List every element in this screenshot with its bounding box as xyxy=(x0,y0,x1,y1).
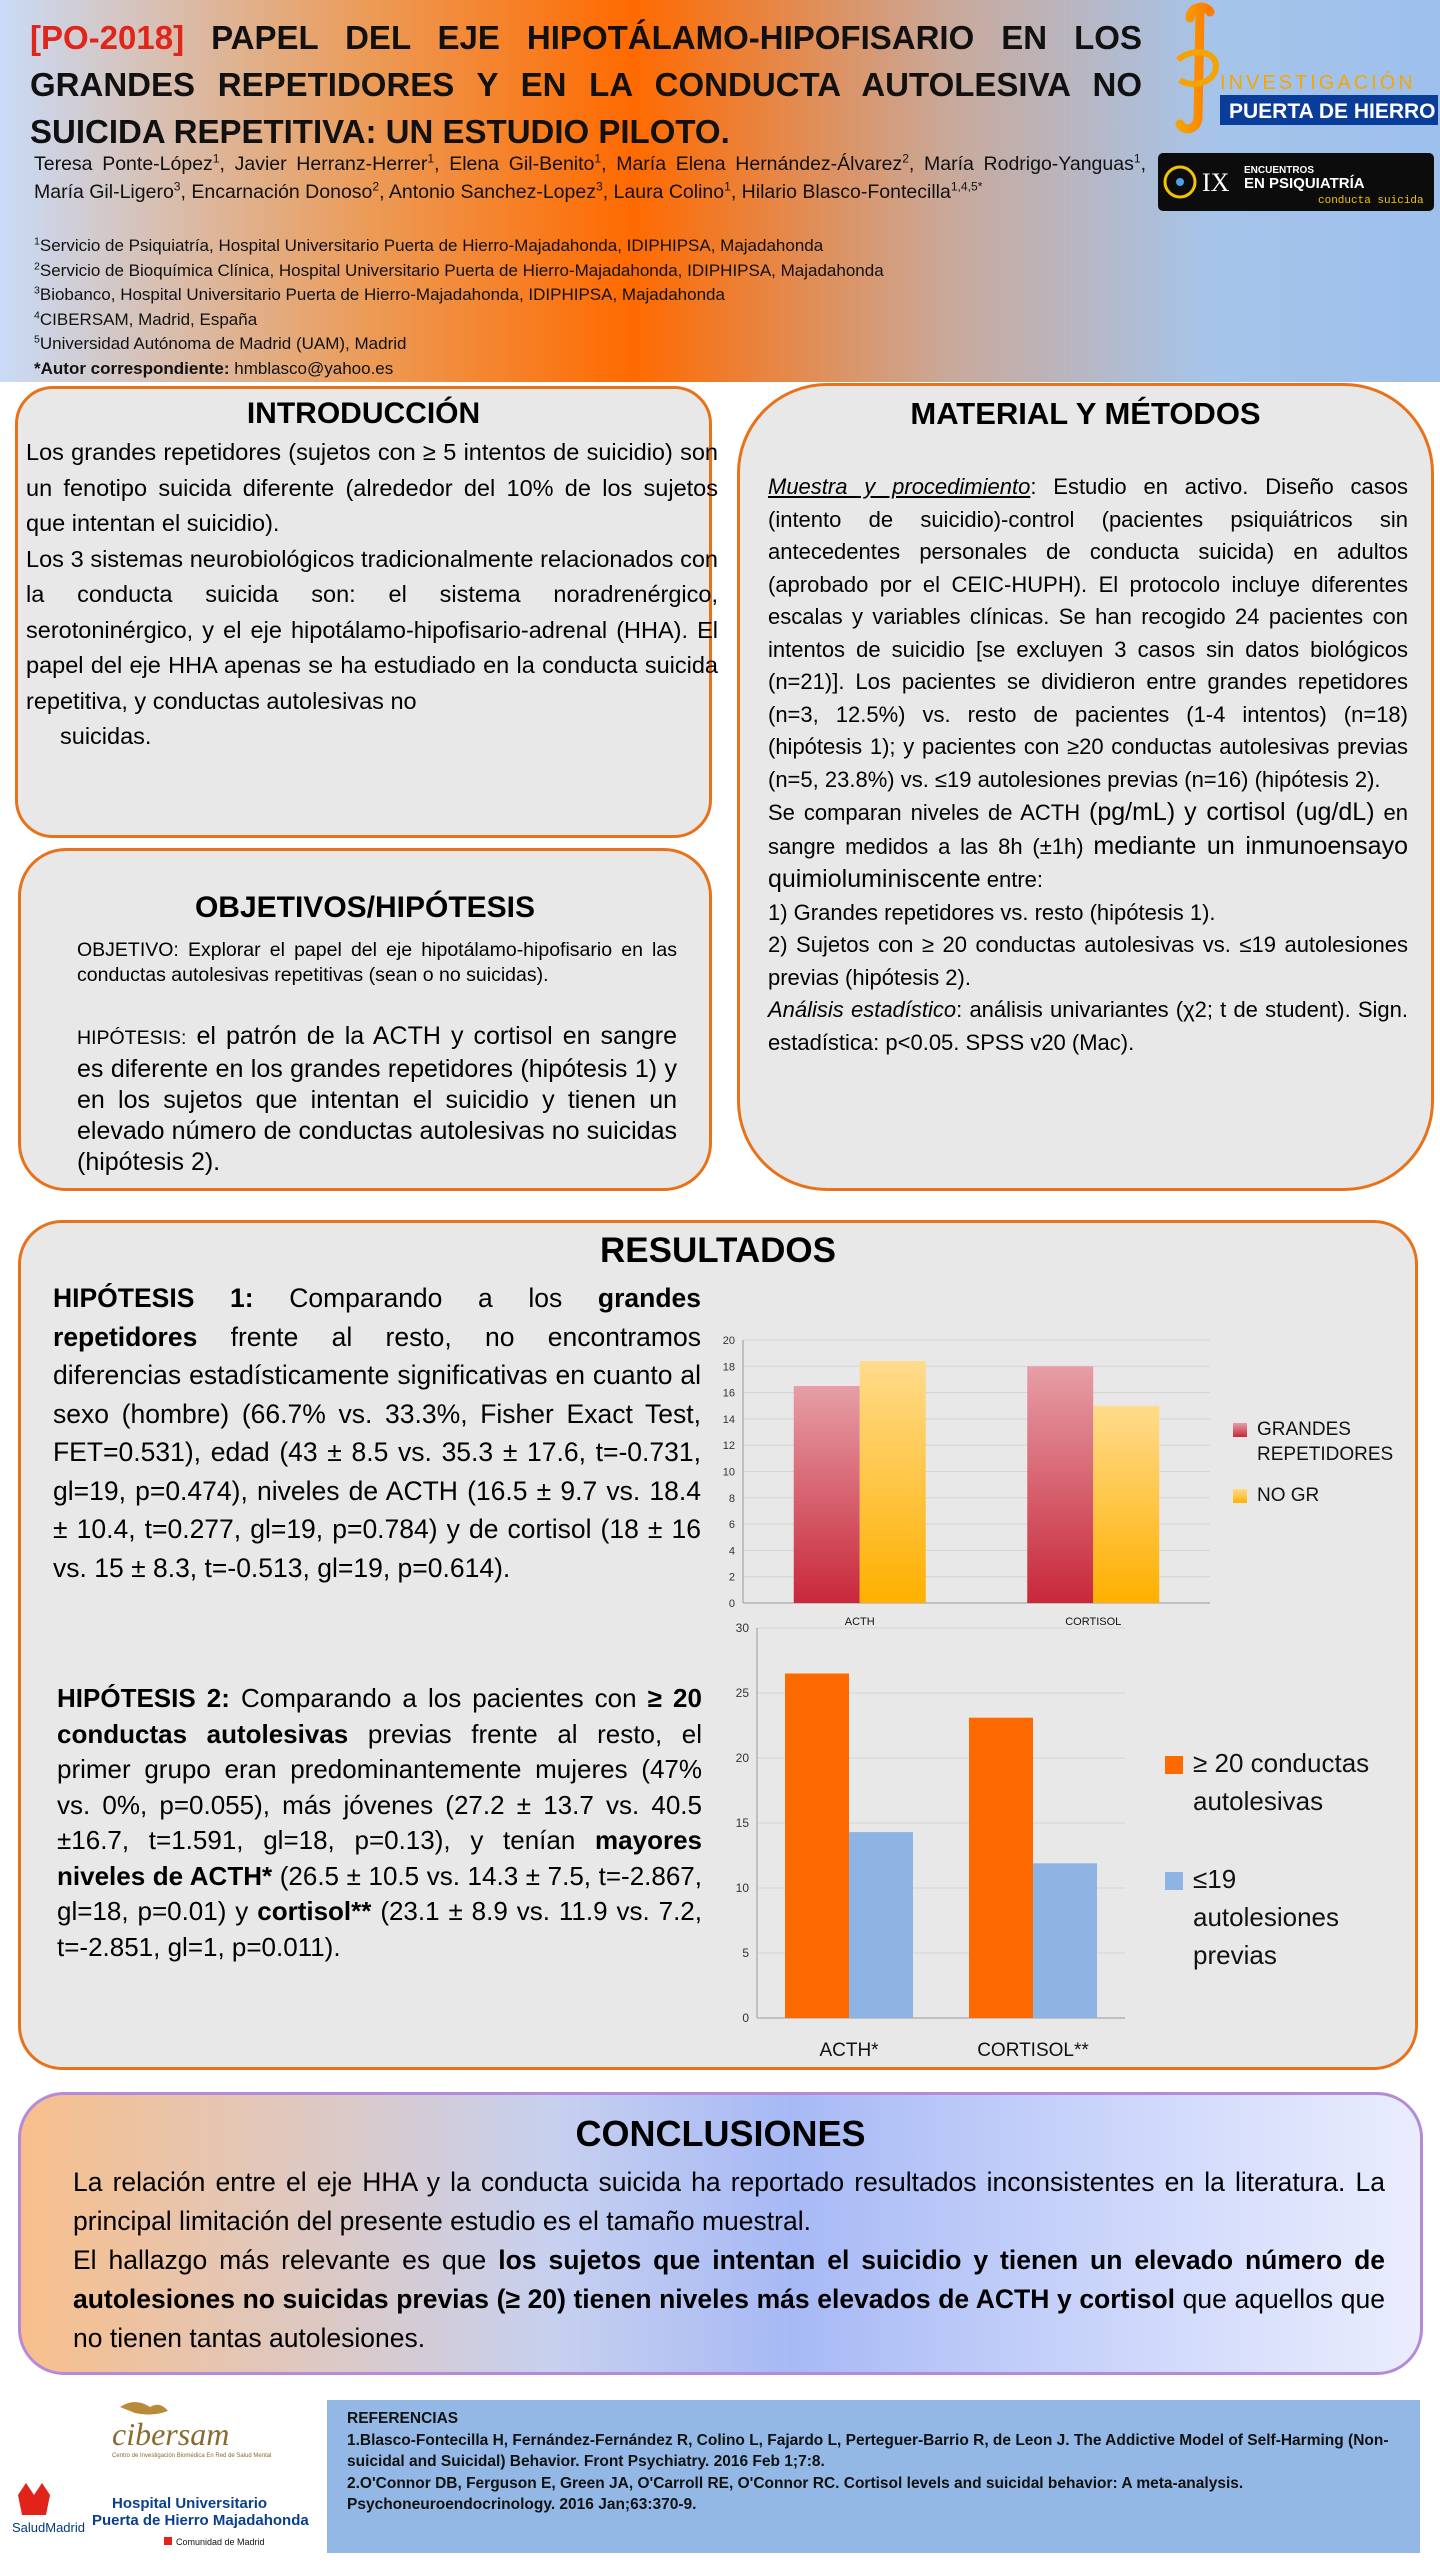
y-tick-label: 5 xyxy=(742,1946,749,1960)
y-tick-label: 0 xyxy=(742,2011,749,2025)
legend-label-line: GRANDES xyxy=(1257,1419,1351,1440)
conclusions-heading: CONCLUSIONES xyxy=(575,2113,866,2154)
legend-label-line: autolesivas xyxy=(1193,1786,1324,1816)
y-tick-label: 20 xyxy=(722,1335,735,1347)
introduction-paragraph: Los grandes repetidores (sujetos con ≥ 5 intentos de suicidio) son un fenotipo suicida diferente (alrededor del 10% de los sujetos que intentan el suicidio). xyxy=(26,439,718,536)
y-tick-label: 10 xyxy=(722,1466,735,1479)
conclusions-text-part: El hallazgo más relevante es que xyxy=(73,2245,487,2275)
compare-text: Se comparan niveles de ACTH xyxy=(768,800,1081,825)
hypothesis2-results xyxy=(57,1681,702,1965)
legend-swatch xyxy=(1165,1756,1183,1774)
legend-swatch xyxy=(1233,1489,1247,1503)
compare-cortisol: y cortisol (ug/dL) xyxy=(1184,798,1375,826)
y-tick-label: 15 xyxy=(735,1816,749,1830)
hypothesis-body: el patrón de la ACTH y cortisol en sangre es diferente en los grandes repetidores (hipótesis 1) y en los sujetos que intentan el suicidio y tienen un elevado número de conductas autolesivas no suicidas (hipótesis 2). xyxy=(77,1022,677,1176)
bar-cortisol-series-0 xyxy=(1027,1366,1093,1603)
poster-title xyxy=(30,14,1142,155)
author-name: Javier Herranz-Herrer xyxy=(234,153,428,175)
category-label: CORTISOL xyxy=(1065,1616,1122,1628)
author-list: Teresa Ponte-López$^1$, Javier Herranz-Herrer$^1$, Elena Gil-Benito$^1$, María Elena Hernández-Álvarez$^2$, María Rodrigo-Yanguas$^1$, María Gil-Ligero$^3$, Encarnación Donoso$^2$, Antonio Sanchez-Lopez$^3$, Laura Colino$^1$, Hilario Blasco-Fontecilla$^{1,4,5*}$ xyxy=(34,151,1146,203)
hypothesis1-results xyxy=(53,1279,701,1587)
poster-header xyxy=(0,0,1440,382)
legend-label xyxy=(1193,1748,1369,1816)
affiliation-line xyxy=(34,259,1034,284)
conclusions-paragraph: La relación entre el eje HHA y la conducta suicida ha reportado resultados inconsistentes en la literatura. La principal limitación del presente estudio es el tamaño muestral. xyxy=(73,2167,1385,2236)
y-tick-label: 20 xyxy=(735,1751,749,1765)
y-tick-label: 25 xyxy=(735,1686,749,1700)
salud-madrid-text: SaludMadrid xyxy=(12,2520,85,2535)
author-name: Teresa Ponte-López xyxy=(34,153,213,175)
affiliation-text: Biobanco, Hospital Universitario Puerta de Hierro-Majadahonda, IDIPHIPSA, Majadahonda xyxy=(39,285,725,304)
ix-line2: EN PSIQUIATRÍA xyxy=(1244,175,1365,192)
methods-heading: MATERIAL Y MÉTODOS xyxy=(910,396,1261,431)
bar-acth-series-1 xyxy=(849,1832,913,2018)
conclusions-paragraph xyxy=(73,2241,1385,2358)
y-tick-label: 4 xyxy=(728,1545,735,1558)
analysis-label: Análisis estadístico xyxy=(768,997,957,1022)
hypothesis2-emphasis: cortisol** xyxy=(257,1896,372,1926)
bar-cortisol-series-1 xyxy=(1033,1863,1097,2018)
author-affiliation-number: 3 xyxy=(595,179,603,194)
cibersam-logo xyxy=(112,2402,271,2459)
author-name: Laura Colino xyxy=(613,181,725,203)
affiliation-text: Universidad Autónoma de Madrid (UAM), Madrid xyxy=(39,334,407,353)
affiliation-number: 2 xyxy=(34,259,40,272)
bar-cortisol-series-0 xyxy=(969,1718,1033,2018)
correspondence-email: hmblasco@yahoo.es xyxy=(229,358,394,378)
ix-numeral: IX xyxy=(1202,168,1230,197)
conclusions-text-part: que aquellos que no tienen tantas autolesiones. xyxy=(73,2284,1385,2353)
author-affiliation-number: 1 xyxy=(724,179,731,194)
author-affiliation-number: 1,4,5* xyxy=(950,179,983,194)
introduction-text xyxy=(26,435,718,755)
y-tick-label: 30 xyxy=(735,1621,749,1635)
introduction-paragraph: suicidas. xyxy=(60,723,152,749)
y-tick-label: 8 xyxy=(728,1492,735,1505)
legend-label-line: ≥ 20 conductas xyxy=(1193,1748,1370,1778)
author-affiliation-number: 1 xyxy=(212,151,220,166)
y-tick-label: 16 xyxy=(722,1387,735,1400)
legend-label xyxy=(1257,1485,1319,1506)
legend-label-line: autolesiones xyxy=(1193,1902,1339,1932)
objectives-heading: OBJETIVOS/HIPÓTESIS xyxy=(194,891,536,924)
category-label: ACTH xyxy=(844,1616,875,1628)
hypothesis-text xyxy=(77,1021,677,1178)
y-tick-label: 2 xyxy=(728,1571,735,1584)
affiliation-list xyxy=(34,234,1034,381)
affiliation-line xyxy=(34,332,1034,357)
author-affiliation-number: 2 xyxy=(372,179,380,194)
hypothesis1-emphasis: grandes repetidores xyxy=(53,1283,702,1352)
idiphipsa-logo-top: INVESTIGACIÓN xyxy=(1220,72,1416,94)
affiliation-number: 4 xyxy=(34,308,40,321)
affiliation-number: 3 xyxy=(34,284,40,297)
hypothesis2-emphasis: mayores niveles de ACTH* xyxy=(57,1825,702,1891)
objectives-panel xyxy=(18,848,712,1191)
hospital-logo xyxy=(12,2483,309,2547)
legend-swatch xyxy=(1165,1872,1183,1890)
conclusions-text xyxy=(73,2163,1385,2358)
objective-text xyxy=(77,938,677,988)
introduction-panel xyxy=(15,386,718,838)
cibersam-logo-text: cibersam xyxy=(112,2416,230,2452)
hypothesis1-text: frente al resto, no encontramos diferencias estadísticamente significativas en cuanto al sexo (hombre) (66.7% vs. 33.3%, Fisher Exact Test, FET=0.531), edad (43 ± 8.5 vs. 35.3 ± 17.6, t=-0.731, gl=19, p=0.474), niveles de ACTH (16.5 ± 9.7 vs. 18.4 ± 10.4, t=0.277, gl=19, p=0.784) y de cortisol (18 ± 16 vs. 15 ± 8.3, t=-0.513, gl=19, p=0.614). xyxy=(53,1321,701,1583)
bar-acth-series-1 xyxy=(860,1361,926,1603)
poster-title-text: PAPEL DEL EJE HIPOTÁLAMO-HIPOFISARIO EN LOS GRANDES REPETIDORES Y EN LA CONDUCTA AUTOLESIVA NO SUICIDA REPETITIVA: UN ESTUDIO PILOTO. xyxy=(30,19,1142,150)
author-affiliation-number: 1 xyxy=(594,151,602,166)
legend-label xyxy=(1257,1419,1393,1465)
introduction-paragraph: Los 3 sistemas neurobiológicos tradicionalmente relacionados con la conducta suicida son: el sistema noradrenérgico, serotoninérgico, y el eje hipotálamo-hipofisario-adrenal (HHA). El papel del eje HHA apenas se ha estudiado en la conducta suicida repetitiva, y conductas autolesivas no xyxy=(26,545,718,714)
ix-line3: conducta suicida xyxy=(1318,195,1424,207)
ix-line1: ENCUENTROS xyxy=(1244,165,1315,176)
hypothesis2-text: (26.5 ± 10.5 vs. 14.3 ± 7.5, t=-2.867, gl=18, p=0.01) y xyxy=(57,1860,702,1926)
methods-compare-paragraph xyxy=(768,796,1408,897)
hypothesis1-bar-chart xyxy=(695,1320,1395,1640)
hypothesis2-text: previas frente al resto, el primer grupo eran predominantemente mujeres (47% vs. 0%, p=0.055), más jóvenes (27.2 ± 13.7 vs. 40.5 ±16.7, t=1.591, gl=18, p=0.13), y tenían xyxy=(57,1718,702,1855)
cibersam-logo-subtitle: Centro de Investigación Biomédica En Red de Salud Mental xyxy=(112,2453,272,2459)
compare-time: en sangre medidos a las 8h (±1h) xyxy=(768,800,1408,859)
bar-cortisol-series-1 xyxy=(1093,1406,1159,1603)
author-name: María Rodrigo-Yanguas xyxy=(924,153,1134,175)
methods-text xyxy=(768,471,1408,1059)
bar-acth-series-0 xyxy=(794,1386,860,1603)
reference-item: 2.O'Connor DB, Ferguson E, Green JA, O'Carroll RE, O'Connor RC. Cortisol levels and suicidal behavior: A meta-analysis. Psychoneuroendocrinology. 2016 Jan;63:370-9. xyxy=(347,2474,1244,2513)
results-heading: RESULTADOS xyxy=(600,1231,836,1270)
correspondence-line xyxy=(34,357,1034,382)
author-name: Encarnación Donoso xyxy=(191,181,373,203)
y-tick-label: 0 xyxy=(728,1598,735,1610)
legend-label-line: previas xyxy=(1193,1940,1277,1970)
references-heading: REFERENCIAS xyxy=(347,2410,459,2427)
reference-item: 1.Blasco-Fontecilla H, Fernández-Fernández R, Colino L, Fajardo L, Perteguer-Barrio R, de Leon J. The Addictive Model of Self-Harming (Non-suicidal and Suicidal) Behavior. Front Psychiatry. 2016 Feb 1;7:8. xyxy=(347,2431,1389,2470)
affiliation-text: CIBERSAM, Madrid, España xyxy=(39,309,258,329)
methods-item: 1) Grandes repetidores vs. resto (hipótesis 1). xyxy=(768,899,1216,925)
idiphipsa-logo-bottom: PUERTA DE HIERRO xyxy=(1229,100,1436,123)
author-name: María Elena Hernández-Álvarez xyxy=(616,153,903,175)
y-tick-label: 18 xyxy=(722,1361,735,1374)
idiphipsa-logo xyxy=(1150,0,1440,140)
author-affiliation-number: 3 xyxy=(173,179,181,194)
author-name: Hilario Blasco-Fontecilla xyxy=(741,181,951,203)
hypothesis2-emphasis: ≥ 20 conductas autolesivas xyxy=(57,1683,702,1749)
affiliation-text: Servicio de Psiquiatría, Hospital Universitario Puerta de Hierro-Majadahonda, IDIPHIPSA, Majadahonda xyxy=(39,236,824,255)
affiliation-number: 5 xyxy=(34,333,40,346)
compare-unit-acth: (pg/mL) xyxy=(1089,798,1176,826)
category-label: CORTISOL** xyxy=(977,2040,1089,2061)
methods-panel xyxy=(737,383,1434,1191)
sample-text: : Estudio en activo. Diseño casos (intento de suicidio)-control (pacientes psiquiátricos sin antecedentes personales de conducta suicida) en adultos (aprobado por el CEIC-HUPH). El protocolo incluye diferentes escalas y variables clínicas. Se han recogido 24 pacientes con intentos de suicidio [se excluyen 3 casos sin datos biológicos (n=21)]. Los pacientes se dividieron entre grandes repetidores (n=3, 12.5%) vs. resto de pacientes (1-4 intentos) (n=18) (hipótesis 1); y pacientes con ≥20 conductas autolesivas previas (n=5, 23.8%) vs. ≤19 autolesiones previas (n=16) (hipótesis 2). xyxy=(768,474,1408,792)
author-affiliation-number: 1 xyxy=(1133,151,1141,166)
legend-label xyxy=(1193,1864,1339,1970)
affiliation-text: Servicio de Bioquímica Clínica, Hospital Universitario Puerta de Hierro-Majadahonda, IDIPHIPSA, Majadahonda xyxy=(39,260,884,280)
hypothesis-label: HIPÓTESIS: xyxy=(77,1027,187,1049)
introduction-heading: INTRODUCCIÓN xyxy=(246,397,481,430)
poster-code: [PO-2018] xyxy=(30,19,185,56)
legend-label-line: ≤19 xyxy=(1193,1864,1237,1894)
methods-analysis-paragraph xyxy=(768,994,1408,1059)
objective-paragraph: OBJETIVO: Explorar el papel del eje hipotálamo-hipofisario en las conductas autolesivas repetitivas (sean o no suicidas). xyxy=(77,939,677,986)
hospital-line2: Puerta de Hierro Majadahonda xyxy=(92,2512,309,2529)
hypothesis2-bar-chart xyxy=(695,1612,1405,2072)
legend-label-line: NO GR xyxy=(1257,1485,1320,1506)
correspondence-label: *Autor correspondiente: xyxy=(34,358,230,378)
category-label: ACTH* xyxy=(819,2040,879,2061)
y-tick-label: 6 xyxy=(728,1519,735,1532)
analysis-text: : análisis univariantes (χ2; t de student). Sign. estadística: p<0.05. SPSS v20 (Mac). xyxy=(768,997,1408,1055)
conclusions-emphasis: los sujetos que intentan el suicidio y tienen un elevado número de autolesiones no suicidas previas (≥ 20) tienen niveles más elevados de ACTH y cortisol xyxy=(73,2245,1385,2314)
footer-logos xyxy=(0,2395,330,2560)
hypothesis1-text: Comparando a los xyxy=(289,1283,563,1313)
legend-label-line: REPETIDORES xyxy=(1257,1444,1394,1465)
author-name: María Gil-Ligero xyxy=(34,181,174,203)
affiliation-number: 1 xyxy=(34,235,40,248)
bar-acth-series-0 xyxy=(785,1674,849,2019)
hypothesis1-label: HIPÓTESIS 1: xyxy=(53,1283,254,1313)
author-name: Antonio Sanchez-Lopez xyxy=(388,181,596,203)
hypothesis2-label: HIPÓTESIS 2: xyxy=(57,1683,230,1713)
affiliation-line xyxy=(34,283,1034,308)
y-tick-label: 14 xyxy=(722,1413,735,1426)
affiliation-line xyxy=(34,308,1034,333)
encuentros-psiquiatria-logo xyxy=(1158,153,1434,211)
y-tick-label: 12 xyxy=(722,1440,735,1453)
conclusions-panel xyxy=(18,2092,1423,2375)
methods-sample-paragraph xyxy=(768,471,1408,796)
y-tick-label: 10 xyxy=(735,1881,749,1895)
hospital-line1: Hospital Universitario xyxy=(112,2495,268,2512)
compare-method: mediante un inmunoensayo quimioluminiscente xyxy=(768,831,1408,893)
author-affiliation-number: 1 xyxy=(427,151,435,166)
compare-between: entre: xyxy=(986,867,1043,892)
references-panel xyxy=(327,2400,1420,2553)
comunidad-madrid-text: Comunidad de Madrid xyxy=(176,2537,265,2547)
hypothesis2-text: (23.1 ± 8.9 vs. 11.9 vs. 7.2, t=-2.851, gl=1, p=0.011). xyxy=(57,1896,702,1962)
author-name: Elena Gil-Benito xyxy=(449,153,595,175)
author-affiliation-number: 2 xyxy=(902,151,909,166)
sample-label: Muestra y procedimiento xyxy=(768,474,1031,499)
methods-item: 2) Sujetos con ≥ 20 conductas autolesivas vs. ≤19 autolesiones previas (hipótesis 2). xyxy=(768,932,1408,990)
affiliation-line xyxy=(34,234,1034,259)
hypothesis2-text: Comparando a los pacientes con xyxy=(241,1683,637,1713)
legend-swatch xyxy=(1233,1423,1247,1437)
